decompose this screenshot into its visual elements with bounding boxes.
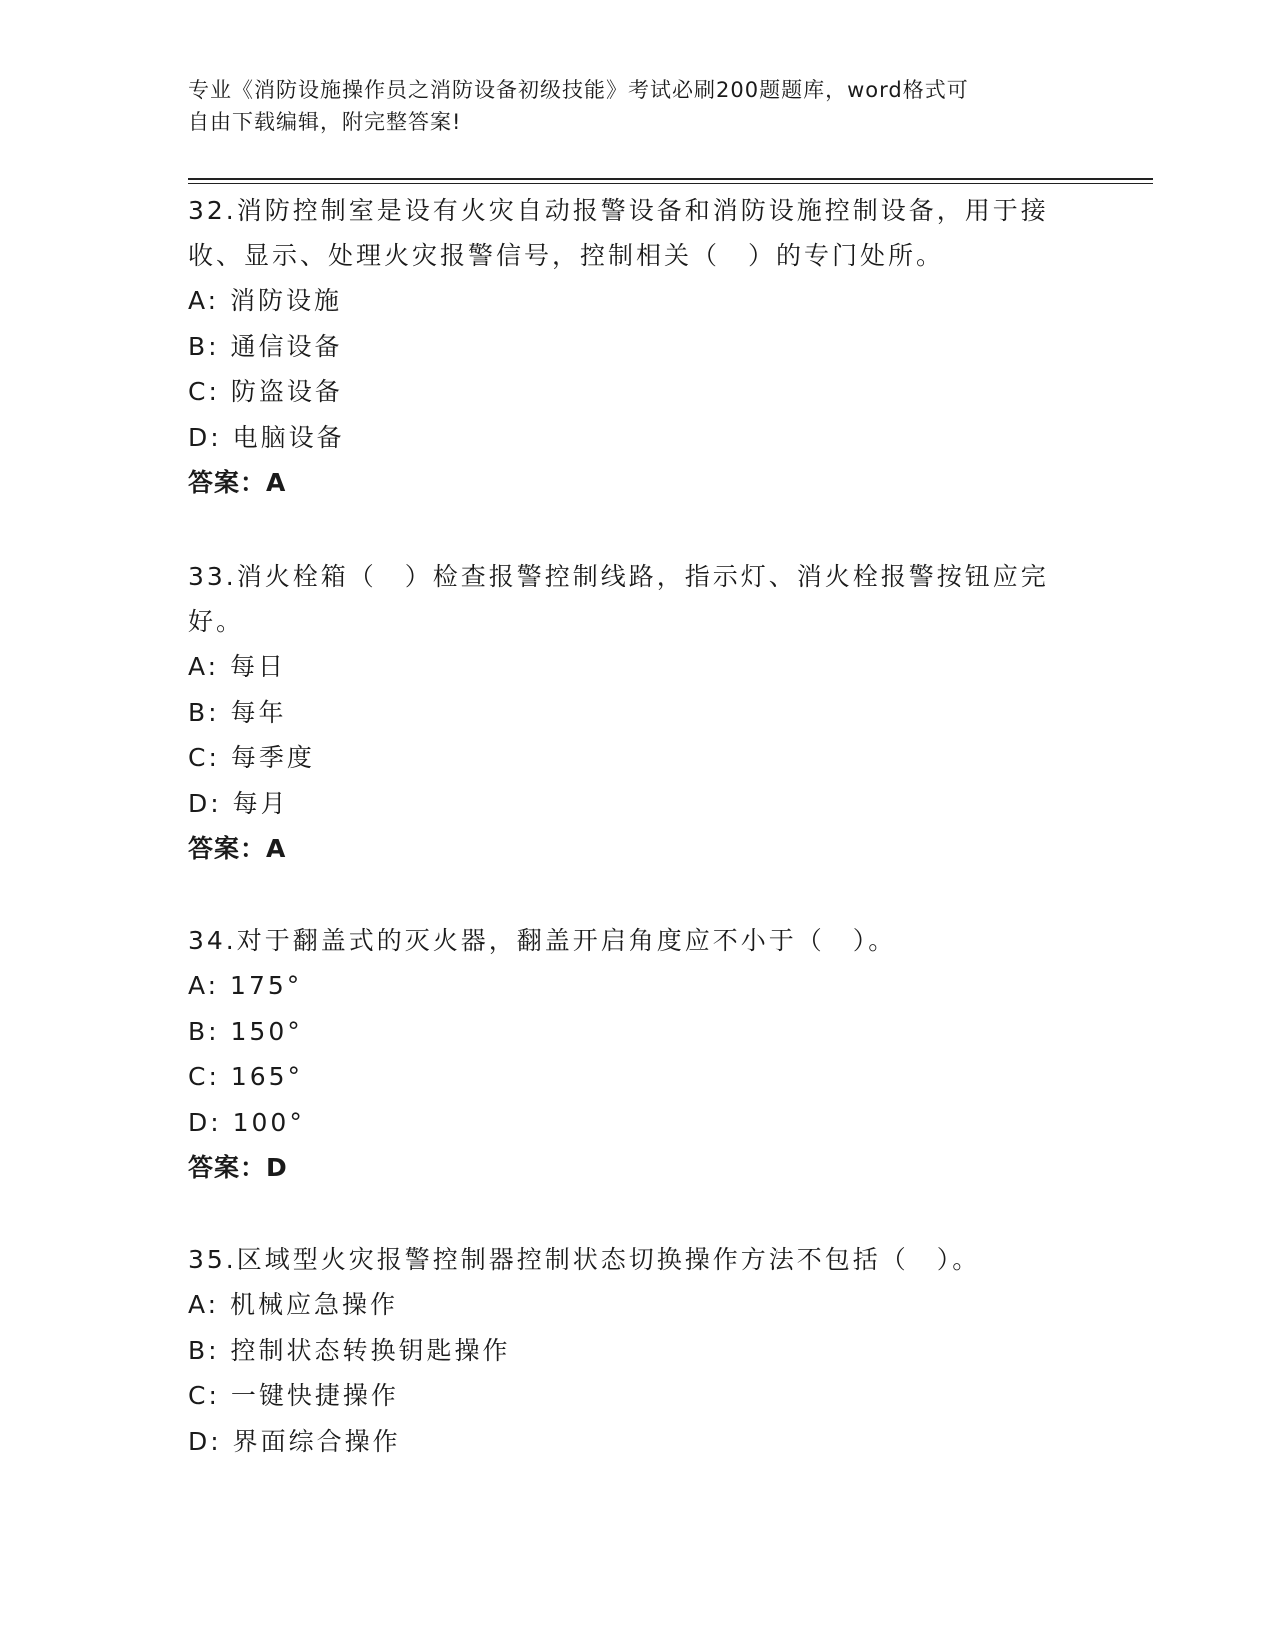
question-stem-line-1: 35.区域型火灾报警控制器控制状态切换操作方法不包括（ ）。 [188, 1245, 981, 1274]
header-line-2: 自由下载编辑，附完整答案! [188, 110, 462, 134]
question-stem-line-1: 32.消防控制室是设有火灾自动报警设备和消防设施控制设备，用于接 [188, 196, 1049, 225]
option-b: B: 每年 [188, 697, 287, 727]
option-a: A: 机械应急操作 [188, 1290, 399, 1319]
header-divider-thin [188, 183, 1153, 184]
option-b: B: 控制状态转换钥匙操作 [188, 1335, 511, 1365]
option-d: D: 100° [188, 1107, 305, 1137]
option-c: C: 每季度 [188, 743, 315, 772]
option-b: B: 通信设备 [188, 331, 343, 361]
option-a: A: 175° [188, 971, 303, 1000]
question-32 [188, 188, 1088, 505]
option-a: A: 消防设施 [188, 286, 343, 315]
document-header [188, 74, 1068, 138]
answer-line: 答案：A [188, 834, 287, 863]
option-b: B: 150° [188, 1016, 303, 1046]
question-stem-line-1: 33.消火栓箱（ ）检查报警控制线路，指示灯、消火栓报警按钮应完 [188, 562, 1049, 591]
option-c: C: 一键快捷操作 [188, 1381, 399, 1410]
option-d: D: 界面综合操作 [188, 1426, 401, 1456]
option-d: D: 电脑设备 [188, 422, 345, 452]
question-stem-line-1: 34.对于翻盖式的灭火器，翻盖开启角度应不小于（ ）。 [188, 926, 897, 955]
option-c: C: 防盗设备 [188, 377, 343, 406]
question-34 [188, 918, 1088, 1190]
answer-line: 答案：D [188, 1153, 288, 1182]
header-line-1: 专业《消防设施操作员之消防设备初级技能》考试必刷200题题库，word格式可 [188, 78, 969, 102]
question-33 [188, 554, 1088, 871]
question-stem-line-2: 好。 [188, 607, 245, 636]
answer-line: 答案：A [188, 468, 287, 497]
option-c: C: 165° [188, 1062, 304, 1091]
question-stem-line-2: 收、显示、处理火灾报警信号，控制相关（ ）的专门处所。 [188, 241, 945, 270]
header-divider-thick [188, 178, 1153, 180]
option-d: D: 每月 [188, 788, 289, 818]
option-a: A: 每日 [188, 652, 287, 681]
question-35 [188, 1237, 1088, 1464]
